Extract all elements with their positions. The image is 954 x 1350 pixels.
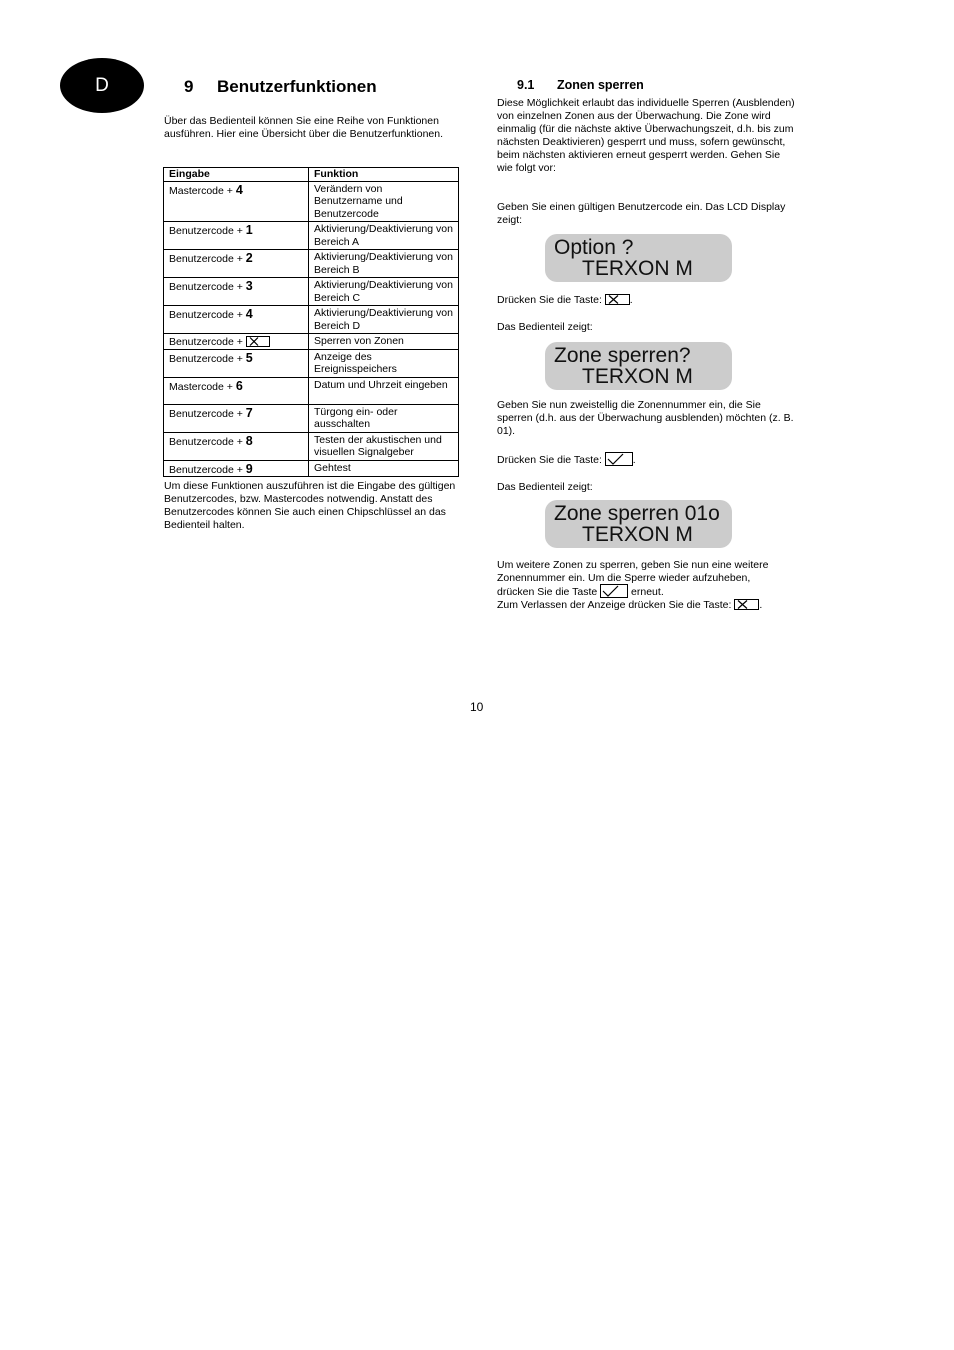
table-header-funktion: Funktion [309,168,459,182]
table-row [164,250,459,278]
more-zones-text: Um weitere Zonen zu sperren, geben Sie nun eine weitere Zonennummer ein. Um die Sperre wieder aufzuheben, [497,559,769,584]
key-digit: 4 [245,307,253,321]
table-cell-eingabe [164,432,309,460]
table-row [164,432,459,460]
table-row [164,404,459,432]
code-label: Benutzercode + [169,281,246,293]
period: . [759,599,763,611]
key-digit: 9 [245,461,253,476]
instruction-text: Drücken Sie die Taste: [497,294,605,306]
table-row [164,460,459,477]
x-key-icon [246,336,270,347]
code-label: Benutzercode + [169,352,246,365]
table-cell-eingabe [164,250,309,278]
table-header-row [164,168,459,182]
page-number: 10 [470,700,484,714]
lcd-display [545,500,732,548]
more-zones-text: erneut. [628,585,664,598]
code-label: Benutzercode + [169,336,246,348]
exit-text: Zum Verlassen der Anzeige drücken Sie die Taste: [497,599,735,611]
key-digit: 4 [235,182,243,197]
table-cell-eingabe [164,404,309,432]
code-label: Benutzercode + [169,225,246,237]
table-cell-funktion: Aktivierung/Deaktivierung von Bereich D [309,306,459,334]
key-digit: 7 [245,405,253,420]
intro-paragraph: Über das Bedienteil können Sie eine Reihe von Funktionen ausführen. Hier eine Übersicht über die Benutzerfunktionen. [164,115,443,140]
instruction-text: Drücken Sie die Taste: [497,453,605,466]
step-press-x [497,294,797,307]
code-label: Benutzercode + [169,407,246,420]
display-shows-label: Das Bedienteil zeigt: [497,481,593,493]
lcd-line-2: TERXON M [582,523,693,546]
table-row [164,181,459,222]
lcd-display [545,234,732,282]
table-cell-funktion: Gehtest [309,460,459,477]
table-cell-funktion: Türgong ein- oder ausschalten [309,404,459,432]
table-cell-eingabe [164,460,309,477]
section-number: 9 [184,77,194,96]
x-key-icon [734,599,759,610]
table-cell-funktion: Testen der akustischen und visuellen Signalgeber [309,432,459,460]
key-digit: 2 [245,251,253,265]
lcd-line-1: Zone sperren? [554,344,691,367]
table-cell-eingabe [164,377,309,404]
step-press-check [497,453,797,467]
language-badge: D [60,58,144,113]
code-label: Benutzercode + [169,463,246,476]
subsection-intro: Diese Möglichkeit erlaubt das individuelle Sperren (Ausblenden) von einzelnen Zonen aus der Überwachung. Die Zone wird einmalig (für die nächste aktive Überwachungszeit, d.h. bis zum nächsten Deaktivieren) gesperrt und muss, sofern gewünscht, beim nächsten aktivieren erneut gesperrt werden. Gehen Sie wie folgt vor: [497,97,795,174]
lcd-line-2: TERXON M [582,365,693,388]
period: . [629,294,633,306]
table-row [164,349,459,377]
period: . [632,453,636,466]
step-enter-code: Geben Sie einen gültigen Benutzercode ein. Das LCD Display zeigt: [497,201,786,226]
key-digit: 3 [245,279,253,293]
table-row [164,222,459,250]
outro-paragraph: Um diese Funktionen auszuführen ist die Eingabe des gültigen Benutzercodes, bzw. Mastercodes notwendig. Anstatt des Benutzercodes können Sie auch einen Chipschlüssel an das Bedienteil halten. [164,480,456,531]
table-cell-eingabe [164,349,309,377]
subsection-heading [517,78,644,92]
check-key-icon [600,584,628,598]
lcd-display [545,342,732,390]
table-cell-eingabe [164,222,309,250]
key-digit: 6 [235,378,243,393]
subsection-title: Zonen sperren [557,78,644,92]
table-cell-eingabe [164,334,309,350]
code-label: Mastercode + [169,380,236,393]
code-label: Benutzercode + [169,435,246,448]
check-key-icon [605,452,633,466]
table-cell-funktion: Anzeige des Ereignisspeichers [309,349,459,377]
table-cell-funktion: Aktivierung/Deaktivierung von Bereich C [309,278,459,306]
lcd-line-1: Option ? [554,236,634,259]
x-key-icon [605,294,630,305]
table-cell-funktion: Aktivierung/Deaktivierung von Bereich B [309,250,459,278]
code-label: Benutzercode + [169,253,246,265]
lcd-line-1: Zone sperren 01o [554,502,720,525]
table-cell-eingabe [164,306,309,334]
table-cell-funktion: Verändern von Benutzername und Benutzercode [309,181,459,222]
table-cell-funktion: Datum und Uhrzeit eingeben [309,377,459,404]
subsection-number: 9.1 [517,78,535,92]
table-row [164,306,459,334]
more-zones-text: drücken Sie die Taste [497,585,601,598]
key-digit: 8 [245,433,253,448]
step-enter-zone: Geben Sie nun zweistellig die Zonennummer ein, die Sie sperren (d.h. aus der Überwachung ausblenden) möchten (z. B. 01). [497,399,794,437]
table-row [164,377,459,404]
key-digit: 5 [245,350,253,365]
section-heading [184,77,377,97]
more-zones-paragraph [497,559,797,612]
lcd-line-2: TERXON M [582,257,693,280]
table-row [164,334,459,350]
key-digit: 1 [245,223,253,237]
code-label: Mastercode + [169,184,236,197]
table-cell-eingabe [164,278,309,306]
function-table [163,167,459,477]
code-label: Benutzercode + [169,309,246,321]
table-row [164,278,459,306]
table-cell-funktion: Sperren von Zonen [309,334,459,350]
table-header-eingabe: Eingabe [164,168,309,182]
table-cell-funktion: Aktivierung/Deaktivierung von Bereich A [309,222,459,250]
display-shows-label: Das Bedienteil zeigt: [497,321,593,333]
table-cell-eingabe [164,181,309,222]
section-title: Benutzerfunktionen [217,77,377,96]
